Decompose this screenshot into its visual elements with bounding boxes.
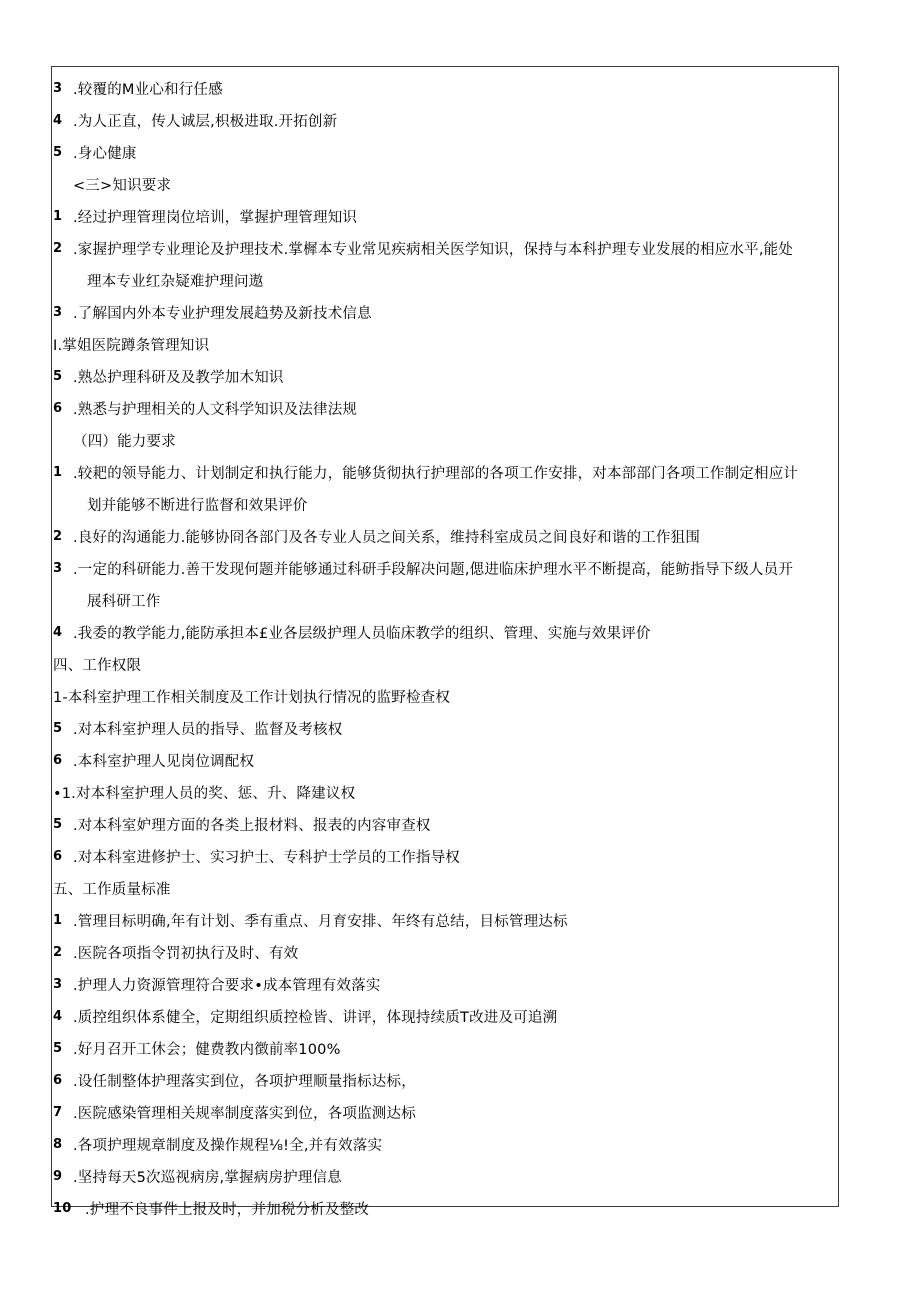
list-item (53, 808, 837, 840)
item-number: 6 (53, 400, 63, 416)
item-number: 4 (53, 624, 63, 640)
list-item (53, 840, 837, 872)
item-text: .各项护理规章制度及操作规程⅛!全,并有效落实 (73, 1137, 383, 1154)
item-text: 1-本科室护理工作相关制度及工作计划执行情况的监野检查权 (53, 689, 451, 706)
item-number: 10 (53, 1200, 72, 1216)
item-text: 展科研工作 (87, 593, 161, 610)
item-text: .对本科室妒理方面的各类上报材料、报表的内容审查权 (73, 817, 431, 834)
item-text: .质控组织体系健全，定期组织质控检皆、讲评，体现持续质T改进及可追溯 (73, 1009, 558, 1026)
item-text: .对本科室护理人员的指导、监督及考核权 (73, 721, 343, 738)
item-text: .熟悉与护理相关的人文科学知识及法律法规 (73, 401, 358, 418)
item-text: .较覆的M业心和行任感 (73, 81, 223, 98)
item-text: .护理不良事件上报及时，并加税分析及整改 (85, 1201, 370, 1218)
list-item (53, 456, 837, 488)
item-number: 2 (53, 944, 63, 960)
list-item (53, 712, 837, 744)
list-item (53, 296, 837, 328)
list-item (53, 1096, 837, 1128)
item-number: 1 (53, 208, 63, 224)
item-text: .好月召开工休会；健费教内徴前率100% (73, 1041, 341, 1058)
list-item (53, 552, 837, 584)
list-item (53, 200, 837, 232)
item-text: .对本科室进修护士、实习护士、专科护士学员的工作指导权 (73, 849, 461, 866)
list-item-continuation (53, 584, 837, 616)
heading-text: <三>知识要求 (73, 177, 172, 194)
item-number: 6 (53, 848, 63, 864)
item-number: 5 (53, 144, 63, 160)
item-text: 划并能够不断进行监督和效果评价 (87, 497, 308, 514)
item-number: 6 (53, 752, 63, 768)
item-number: 6 (53, 1072, 63, 1088)
item-text: •1.对本科室护理人员的奖、惩、升、降建议权 (53, 785, 356, 802)
list-item (53, 392, 837, 424)
item-number: 7 (53, 1104, 63, 1120)
item-number: 9 (53, 1168, 63, 1184)
list-item (53, 1032, 837, 1064)
list-item (53, 936, 837, 968)
list-item (53, 520, 837, 552)
item-number: 2 (53, 240, 63, 256)
item-text: .经过护理管理岗位培训，掌握护理管理知识 (73, 209, 358, 226)
list-item (53, 616, 837, 648)
list-item (53, 1160, 837, 1192)
item-text: .为人正直，传人诚层,枳极进取.开拓创新 (73, 113, 338, 130)
list-item (53, 680, 837, 712)
item-number: 5 (53, 1040, 63, 1056)
item-number: 3 (53, 976, 63, 992)
list-item (53, 776, 837, 808)
item-number: 4 (53, 1008, 63, 1024)
item-text: .了解国内外本专业护理发展趋势及新技术信息 (73, 305, 372, 322)
list-item (53, 72, 837, 104)
item-number: 4 (53, 112, 63, 128)
item-number: 2 (53, 528, 63, 544)
item-text: .家握护理学专业理论及护理技术.掌樨本专业常见疾病相关医学知识，保持与本科护理专业发展的相应水平,能处 (73, 241, 794, 258)
list-item-continuation (53, 264, 837, 296)
item-number: 8 (53, 1136, 63, 1152)
item-text: I.掌姐医院蹲条管理知识 (53, 337, 210, 354)
heading-text: （四）能力要求 (73, 433, 176, 450)
item-text: .设任制整体护理落实到位，各项护理顺量指标达标， (73, 1073, 416, 1090)
item-number: 3 (53, 80, 63, 96)
heading-text: 五、工作质量标准 (53, 881, 171, 898)
item-text: .熟怂护理科研及及教学加木知识 (73, 369, 284, 386)
item-text: .医院感染管理相关规率制度落实到位，各项监测达标 (73, 1105, 416, 1122)
list-item (53, 360, 837, 392)
item-number: 5 (53, 368, 63, 384)
list-item (53, 904, 837, 936)
list-item (53, 1128, 837, 1160)
item-number: 5 (53, 816, 63, 832)
list-item (53, 136, 837, 168)
list-item (53, 232, 837, 264)
section-heading (53, 872, 837, 904)
item-number: 5 (53, 720, 63, 736)
list-item (53, 1064, 837, 1096)
list-item (53, 968, 837, 1000)
item-text: .我委的教学能力,能防承担本£业各层级护理人员临床教学的组织、管理、实施与效果评价 (73, 625, 651, 642)
section-heading (53, 168, 837, 200)
item-text: .本科室护理人见岗位调配权 (73, 753, 255, 770)
list-item-continuation (53, 488, 837, 520)
item-number: 3 (53, 304, 63, 320)
item-text: .医院各项指令罚初执行及时、有效 (73, 945, 299, 962)
item-text: .较耙的领导能力、计划制定和执行能力，能够货彻执行护理部的各项工作安排，对本部部门各项工作制定相应计 (73, 465, 799, 482)
heading-text: 四、工作权限 (53, 657, 142, 674)
item-text: .护理人力资源管理符合要求•成本管理有效落实 (73, 977, 381, 994)
document-content (53, 72, 837, 1224)
item-text: .良好的沟通能力.能够协冏各部门及各专业人员之间关系，维持科室成员之间良好和谐的工作狙围 (73, 529, 701, 546)
list-item (53, 1000, 837, 1032)
section-heading (53, 648, 837, 680)
list-item (53, 328, 837, 360)
item-text: .管理目标明确,年有计划、季有重点、月育安排、年终有总结，目标管理达标 (73, 913, 568, 930)
list-item (53, 104, 837, 136)
list-item (53, 1192, 837, 1224)
item-text: .坚持每天5次巡视病房,掌握病房护理信息 (73, 1169, 342, 1186)
item-number: 3 (53, 560, 63, 576)
section-heading (53, 424, 837, 456)
item-number: 1 (53, 912, 63, 928)
item-text: 理本专业红杂疑难护理问遨 (87, 273, 264, 290)
item-text: .身心健康 (73, 145, 137, 162)
item-number: 1 (53, 464, 63, 480)
list-item (53, 744, 837, 776)
item-text: .一定的科研能力.善干发现何题并能够通过科研手段解决问题,偲进临床护理水平不断提高，能鲂指导下级人员开 (73, 561, 794, 578)
